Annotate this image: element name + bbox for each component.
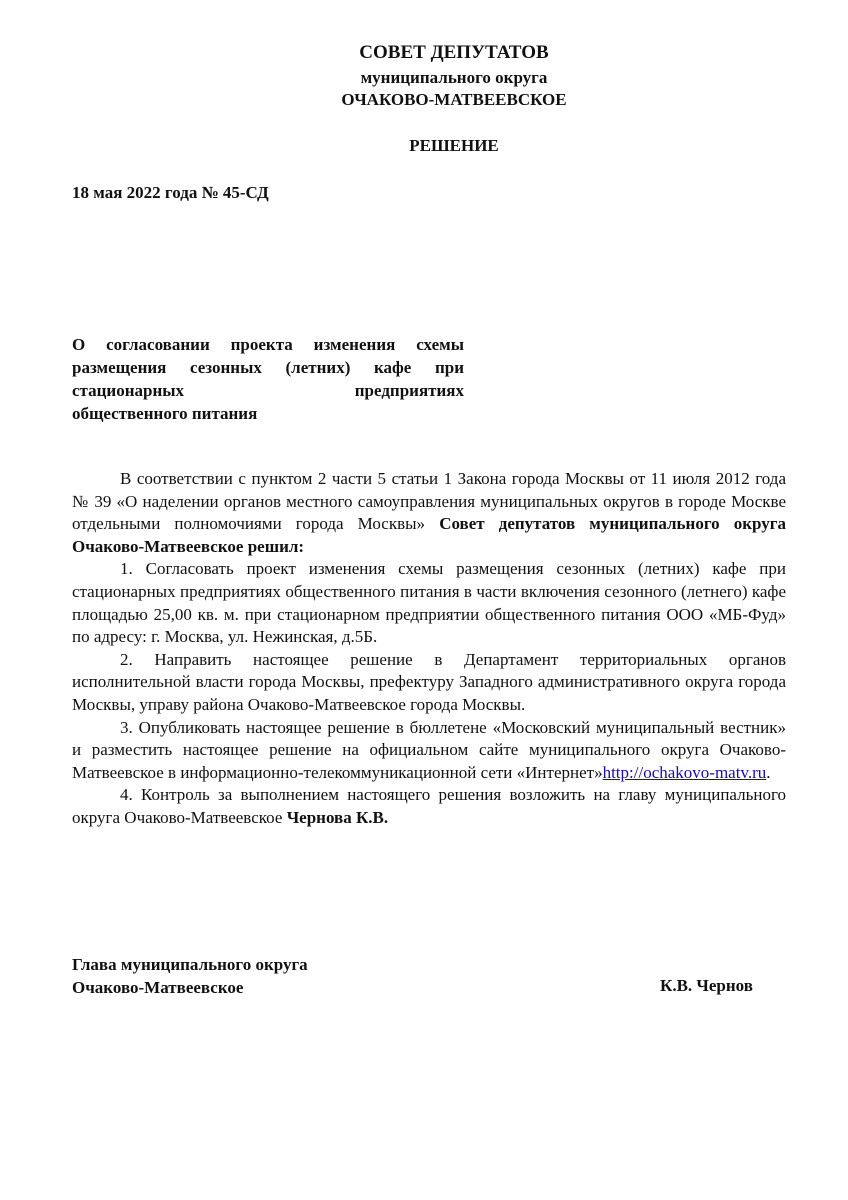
decision-date-number: 18 мая 2022 года № 45-СД xyxy=(72,183,269,202)
preamble-resolution: Совет депутатов муниципального округа Очаково-Матвеевское решил: xyxy=(72,514,786,556)
item-3-end: . xyxy=(766,762,771,782)
decision-body xyxy=(72,468,786,830)
item-3 xyxy=(72,717,786,785)
signatory-name: К.В. Чернов xyxy=(660,976,753,995)
subject-line: общественного питания xyxy=(72,404,258,423)
decision-subject xyxy=(72,333,464,425)
subject-line: О согласовании проекта изменения схемы xyxy=(72,335,464,354)
document-type: РЕШЕНИЕ xyxy=(409,136,499,155)
preamble-text: В соответствии с пунктом 2 части 5 статьи 1 Закона города Москвы от 11 июля 2012 года № 39 «О наделении органов местного самоуправления муниципальных округов в городе Москве отдельными полномочиями города Москвы» xyxy=(72,469,786,534)
signatory-title xyxy=(72,953,308,999)
item-1: 1. Согласовать проект изменения схемы размещения сезонных (летних) кафе при стационарных предприятиях общественного питания в части включения сезонного (летнего) кафе площадью 25,00 кв. м. при стационарном предприятии общественного питания ООО «МБ-Фуд» по адресу: г. Москва, ул. Нежинская, д.5Б. xyxy=(72,559,786,647)
municipal-district-label: муниципального округа xyxy=(360,68,548,87)
signatory-title-line: Глава муниципального округа xyxy=(72,955,308,974)
item-4-text: 4. Контроль за выполнением настоящего решения возложить на главу муниципального округа Очаково-Матвеевское xyxy=(72,785,786,827)
subject-line: размещения сезонных (летних) кафе при xyxy=(72,358,464,377)
subject-line: стационарных предприятиях xyxy=(72,381,464,400)
preamble-paragraph xyxy=(72,468,786,558)
council-title: СОВЕТ ДЕПУТАТОВ xyxy=(359,42,549,63)
item-3-text: 3. Опубликовать настоящее решение в бюллетене «Московский муниципальный вестник» и разместить настоящее решение на официальном сайте муниципального округа Очаково-Матвеевское в информационно-телекоммуникационной сети «Интернет» xyxy=(72,717,786,782)
item-4 xyxy=(72,784,786,829)
signatory-title-line: Очаково-Матвеевское xyxy=(72,978,244,997)
official-site-link[interactable]: http://ochakovo-matv.ru xyxy=(602,762,767,782)
district-name: ОЧАКОВО-МАТВЕЕВСКОЕ xyxy=(341,90,567,109)
item-2: 2. Направить настоящее решение в Департамент территориальных органов исполнительной власти города Москвы, префектуру Западного административного округа города Москвы, управу района Очаково-Матвеевское города Москвы. xyxy=(72,649,786,714)
item-4-responsible: Чернова К.В. xyxy=(286,807,389,827)
